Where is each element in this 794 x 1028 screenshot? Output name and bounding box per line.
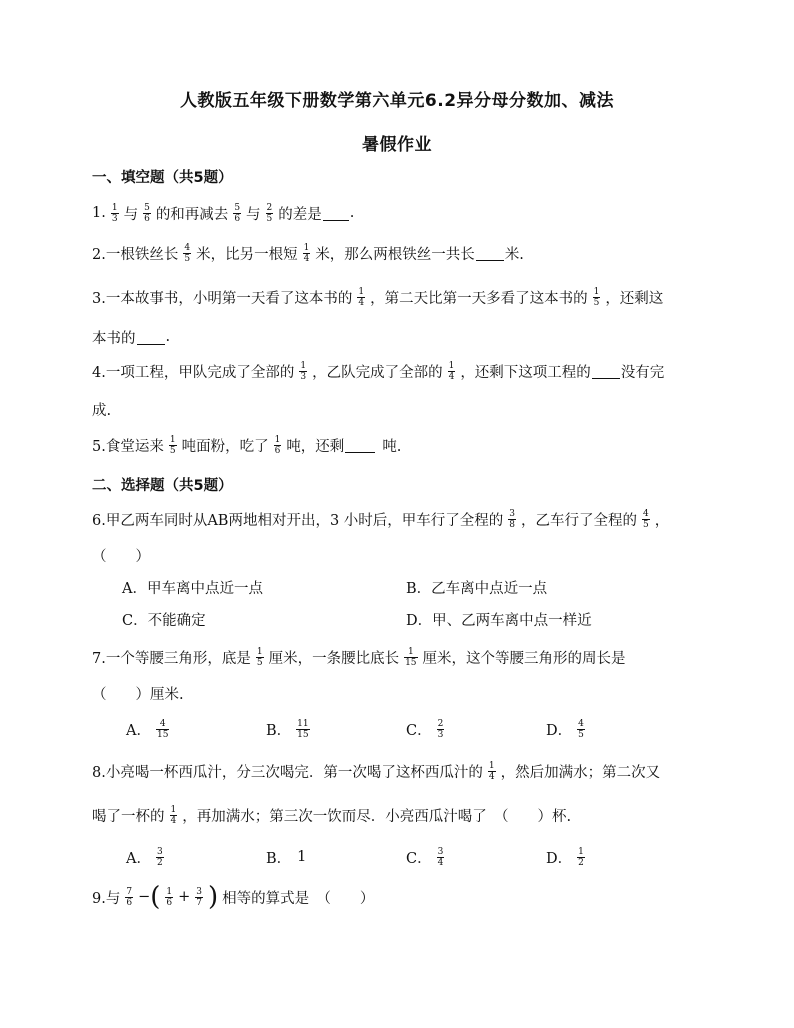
answer-blank[interactable] [137,330,165,345]
fraction: $\frac{1}{4}$ [303,242,310,264]
question-4-cont [92,392,111,426]
q1-number: 1. [92,205,106,221]
fraction: $\frac{3}{8}$ [509,508,516,530]
question-9 [92,880,374,914]
fraction: $\frac{4}{5}$ [643,508,649,530]
left-paren: ( [150,882,161,912]
question-8-cont [92,798,571,832]
question-7 [92,640,626,674]
q7-option-c[interactable]: C． $\frac{2}{3}$ [406,718,444,740]
minus-sign: − [138,889,151,905]
fraction: $\frac{1}{4}$ [170,804,177,826]
q8-text: 喝了一杯的 [92,808,165,825]
q8-text: 8.小亮喝一杯西瓜汁，分三次喝完．第一次喝了这杯西瓜汁的 [92,764,483,781]
fraction: $\frac{4}{15}$ [156,718,169,740]
q3-text: 本书的 [92,330,136,347]
question-6-cont [92,538,150,572]
q2-text: 2.一根铁丝长 [92,246,179,263]
fraction: $\frac{1}{6}$ [274,434,281,456]
fraction: $\frac{2}{5}$ [266,202,273,224]
fraction: $\frac{1}{4}$ [448,360,455,382]
q6-option-c[interactable]: C．不能确定 [122,612,206,629]
fraction: $\frac{4}{5}$ [184,242,191,264]
q7-option-a[interactable]: A． $\frac{4}{15}$ [126,718,169,740]
fraction: $\frac{4}{5}$ [578,718,584,740]
q1-text: 与 [123,206,139,223]
question-6: 6.甲乙两车同时从AB两地相对开出，3 小时后，甲车行了全程的 $\frac{3}{8}$ ，乙车行了全程的 $\frac{4}{5}$ ， [92,508,670,530]
q7-text: 厘米，一条腰比底长 [268,650,400,667]
q8-option-d[interactable]: D． $\frac{1}{2}$ [546,846,584,868]
question-4: 4.一项工程，甲队完成了全部的 $\frac{1}{3}$ ，乙队完成了全部的 $\frac{1}{4}$ ，还剩下这项工程的 没有完 [92,360,665,382]
q6-option-a[interactable]: A．甲车离中点近一点 [122,580,263,597]
fraction: $\frac{1}{5}$ [593,286,600,308]
q1-text: 的差是 [278,206,322,223]
q1-text: 的和再减去 [155,206,229,223]
q6-text: 6.甲乙两车同时从AB两地相对开出，3 小时后，甲车行了全程的 [92,512,504,529]
q5-text: 5.食堂运来 [92,438,164,455]
fraction: $\frac{2}{3}$ [437,718,444,740]
q4-text: ，乙队完成了全部的 [312,364,443,381]
q4-text: 成. [92,402,112,419]
fraction: $\frac{1}{2}$ [578,846,584,868]
q6-text: ，乙车行了全程的 [521,512,638,529]
q5-text: 吨，还剩 [286,438,345,455]
section-choice-heading: 二、选择题（共5题） [92,478,233,494]
q7-option-d[interactable]: D． $\frac{4}{5}$ [546,718,584,740]
plus-sign: + [178,889,191,905]
fraction: $\frac{1}{4}$ [488,760,495,782]
fraction: $\frac{7}{6}$ [126,886,133,908]
fraction: $\frac{1}{15}$ [405,646,417,668]
fraction: $\frac{1}{3}$ [300,360,307,382]
right-paren: ) [208,882,219,912]
fraction: $\frac{1}{3}$ [111,202,118,224]
q2-text: 米，那么两根铁丝一共长 [315,246,475,263]
q7-text: （ ）厘米. [92,686,184,703]
q2-text: 米，比另一根短 [196,246,298,263]
section-fill-blank-heading: 一、填空题（共5题） [92,170,233,186]
q9-text: 相等的算式是 （ ） [222,890,375,907]
q3-text: ，还剩这 [605,290,664,307]
q6-option-b[interactable]: B．乙车离中点近一点 [406,580,548,597]
fraction: $\frac{1}{5}$ [256,646,263,668]
q5-text: 吨面粉，吃了 [181,438,269,455]
q8-text: ，然后加满水；第二次又 [500,764,661,781]
fraction: $\frac{3}{4}$ [437,846,444,868]
q4-text: ，还剩下这项工程的 [460,364,591,381]
q8-text: ，再加满水；第三次一饮而尽．小亮西瓜汁喝了 （ ）杯. [182,808,572,825]
question-5: 5.食堂运来 $\frac{1}{5}$ 吨面粉，吃了 $\frac{1}{6}$ 吨，还剩 吨. [92,434,402,456]
fraction: $\frac{5}{6}$ [234,202,241,224]
question-8 [92,754,660,788]
question-3 [92,280,663,314]
q6-option-d[interactable]: D．甲、乙两车离中点一样近 [406,612,592,629]
answer-blank[interactable] [323,206,349,221]
q3-text: ，第二天比第一天多看了这本书的 [370,290,588,307]
q8-option-a[interactable]: A． $\frac{3}{2}$ [126,846,163,868]
page-title: 人教版五年级下册数学第六单元6.2异分母分数加、减法 [179,91,615,111]
answer-blank[interactable] [476,246,504,261]
fraction: $\frac{1}{6}$ [166,886,173,908]
q3-text: 3.一本故事书，小明第一天看了这本书的 [92,290,353,307]
q1-text: 与 [246,206,261,223]
fraction: $\frac{1}{4}$ [358,286,365,308]
q7-text: 厘米，这个等腰三角形的周长是 [422,650,626,667]
fraction: $\frac{11}{15}$ [297,718,309,740]
question-1: 1. $\frac{1}{3}$ 与 $\frac{5}{6}$ 的和再减去 $\frac{5}{6}$ 与 $\frac{2}{5}$ 的差是 . [92,202,355,224]
q9-text: 9.与 [92,890,121,907]
fraction: $\frac{3}{2}$ [156,846,163,868]
page-subtitle: 暑假作业 [362,135,432,155]
q8-option-c[interactable]: C． $\frac{3}{4}$ [406,846,444,868]
q7-option-b[interactable]: B． $\frac{11}{15}$ [266,718,309,740]
fraction: $\frac{3}{7}$ [196,886,203,908]
question-2: 2.一根铁丝长 $\frac{4}{5}$ 米，比另一根短 $\frac{1}{4}$ 米，那么两根铁丝一共长 米. [92,242,524,264]
question-3-cont: 本书的 . [92,320,170,354]
q4-text: 4.一项工程，甲队完成了全部的 [92,364,295,381]
q8-option-b[interactable]: B． 1 [266,849,307,867]
answer-paren[interactable]: （ ） [92,548,150,565]
fraction: $\frac{1}{5}$ [169,434,176,456]
fraction: $\frac{5}{6}$ [144,202,150,224]
question-7-cont [92,676,184,710]
answer-blank[interactable] [345,438,375,453]
answer-blank[interactable] [592,364,620,379]
q7-text: 7.一个等腰三角形，底是 [92,650,251,667]
